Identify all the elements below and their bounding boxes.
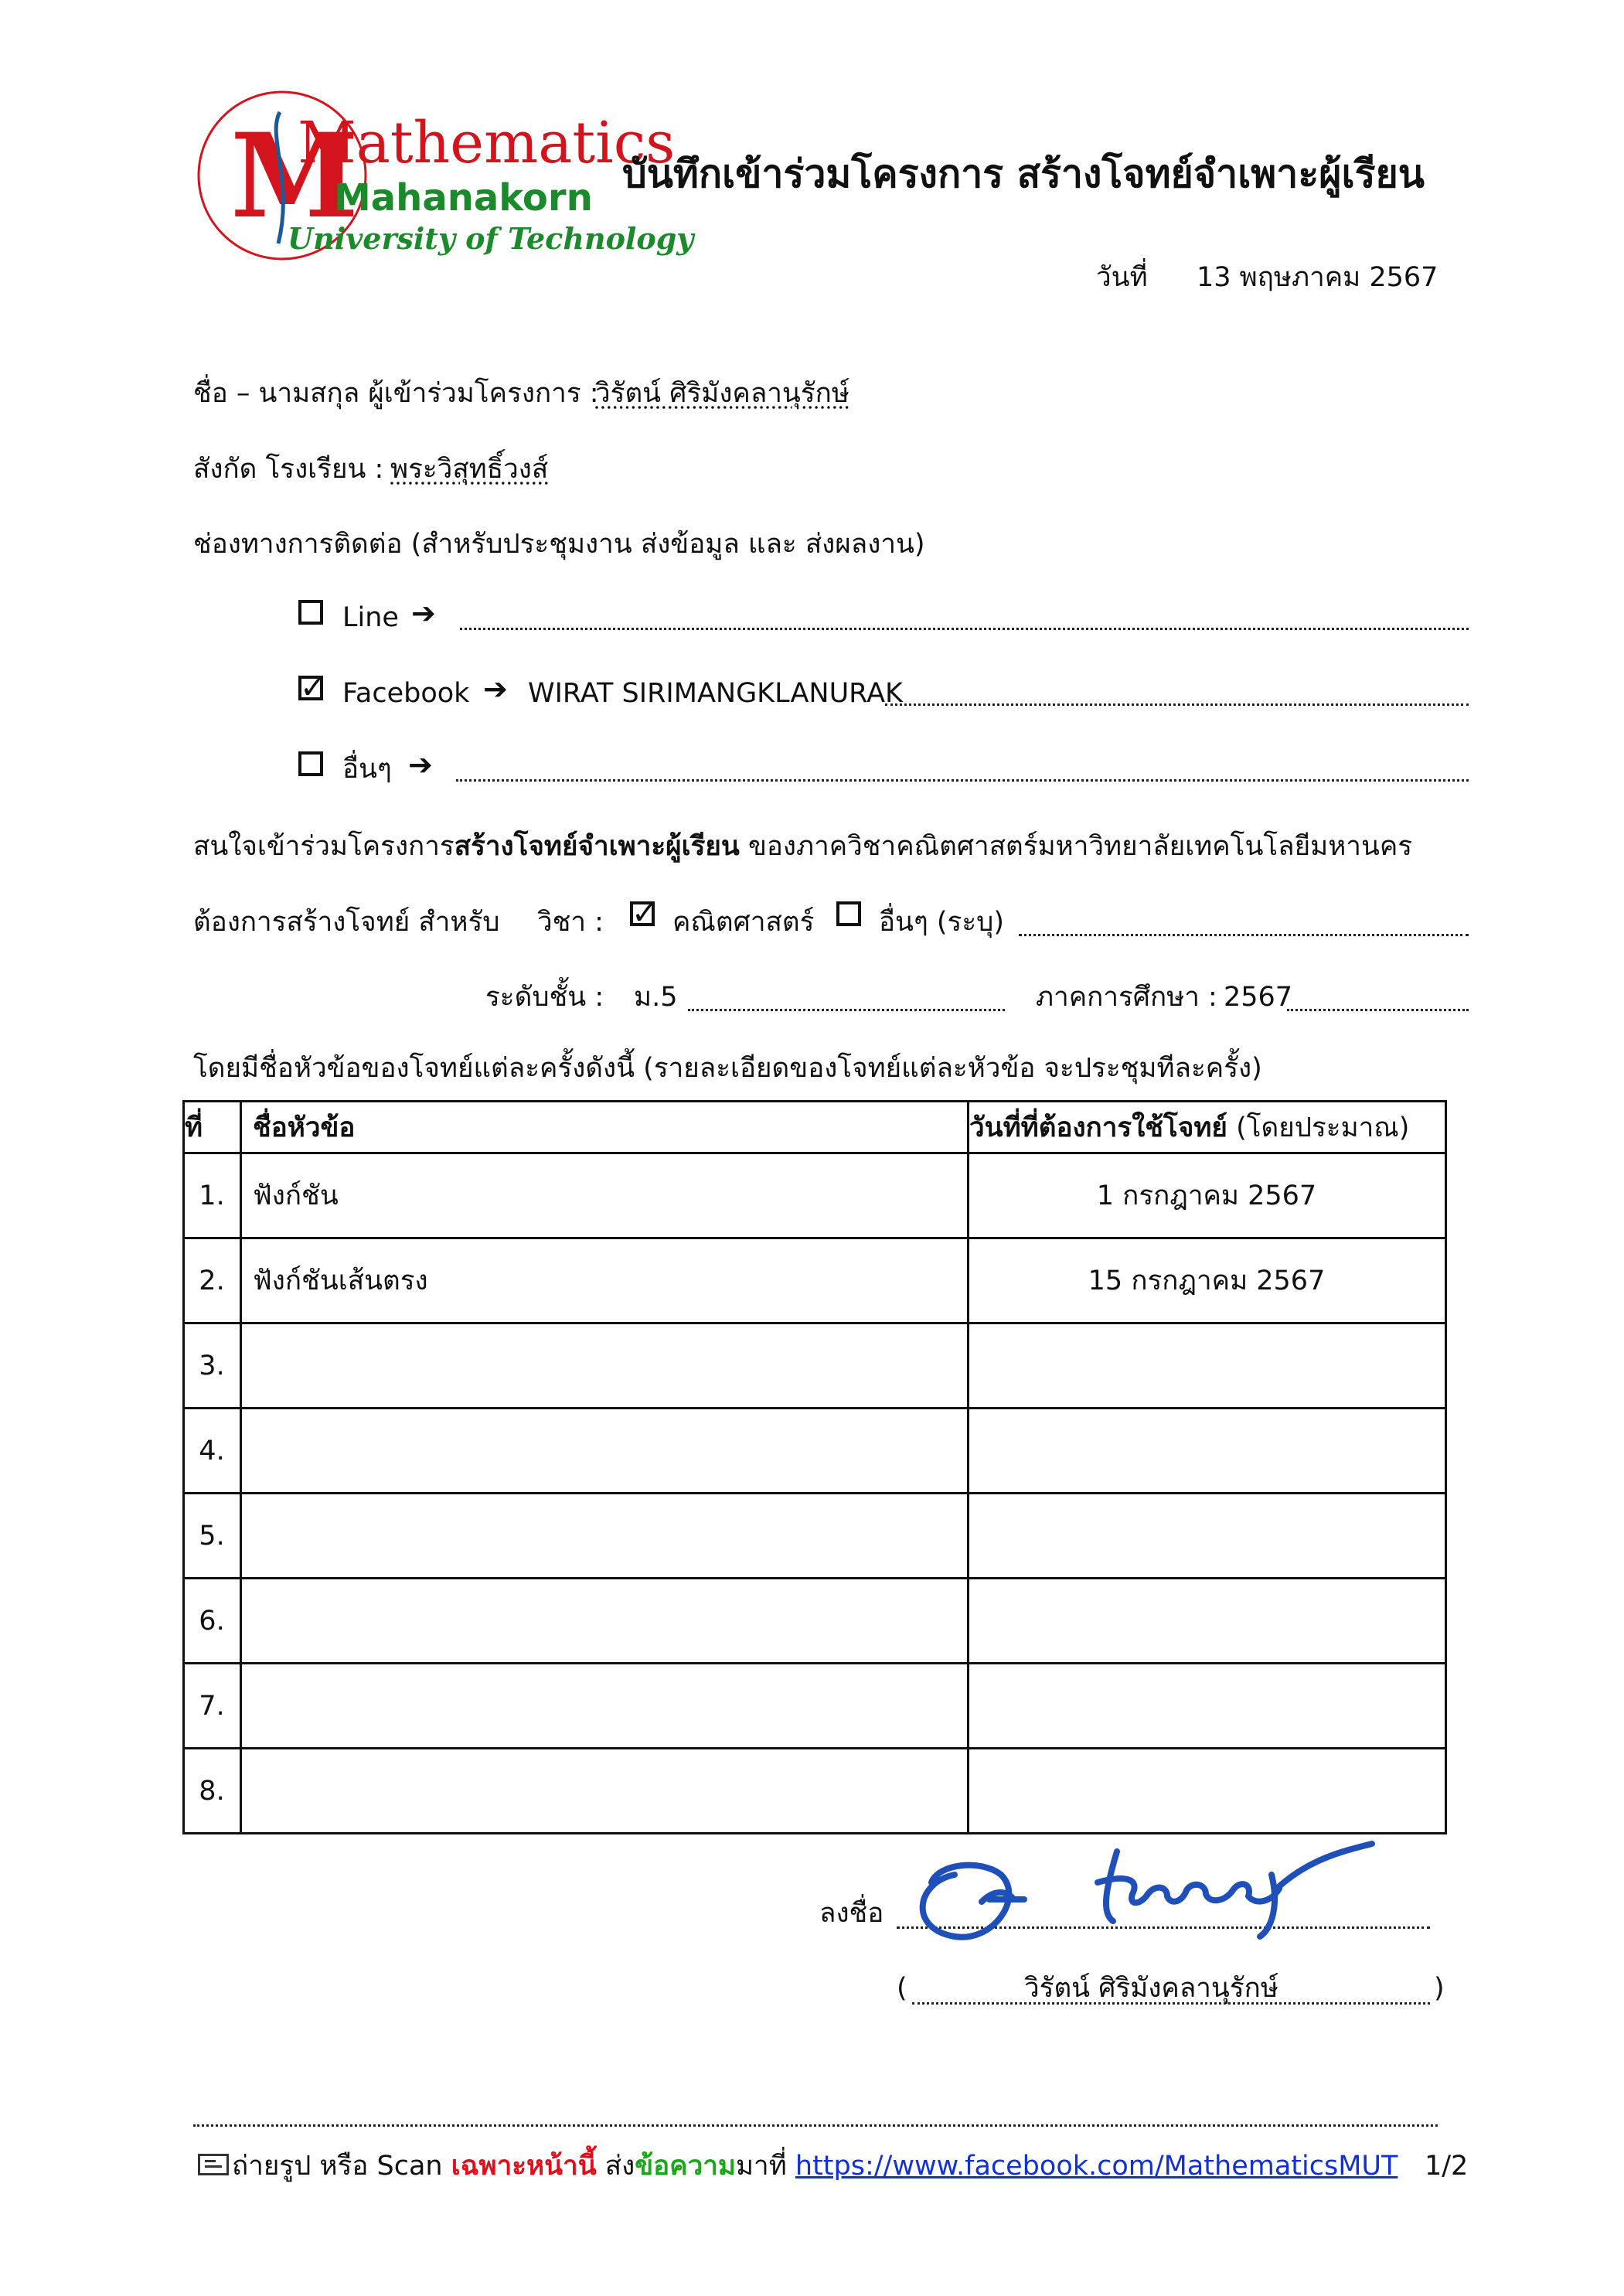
footer-text-3: มาที่ — [735, 2151, 795, 2182]
printed-name: วิรัตน์ ศิริมังคลานุรักษ์ — [1024, 1973, 1278, 2004]
topics-table — [182, 1100, 1447, 1834]
page-title: บันทึกเข้าร่วมโครงการ สร้างโจทย์จำเพาะผู้เรียน — [622, 152, 1425, 196]
row-topic[interactable] — [241, 1749, 969, 1834]
row-topic[interactable] — [241, 1323, 969, 1409]
sign-label: ลงชื่อ — [819, 1898, 884, 1929]
table-row — [184, 1409, 1446, 1494]
table-row — [184, 1579, 1446, 1664]
page-number: 1/2 — [1425, 2151, 1469, 2182]
svg-text:M: M — [230, 108, 359, 244]
signature-image — [908, 1828, 1387, 1944]
sign-close-paren: ) — [1434, 1973, 1445, 2004]
subject-other-label: อื่นๆ (ระบุ) — [879, 907, 1004, 938]
subject-math-label: คณิตศาสตร์ — [672, 907, 815, 938]
footer-message-word: ข้อความ — [635, 2151, 736, 2182]
logo-word-mathematics: Mathematics — [298, 110, 676, 176]
footer-instruction — [232, 2153, 1398, 2180]
term-field[interactable] — [1287, 1009, 1469, 1011]
checkmark-icon: ✓ — [632, 896, 658, 932]
level-field[interactable] — [688, 1009, 1005, 1011]
header-num: ที่ — [184, 1102, 241, 1153]
arrow-right-icon: ➔ — [411, 596, 436, 630]
facebook-field[interactable] — [885, 703, 1469, 706]
header-date-label: วันที่ที่ต้องการใช้โจทย์ — [969, 1112, 1227, 1143]
facebook-value: WIRAT SIRIMANGKLANURAK — [528, 678, 903, 709]
row-date[interactable] — [969, 1323, 1446, 1409]
row-topic[interactable] — [241, 1579, 969, 1664]
footer-divider — [193, 2124, 1438, 2127]
contact-facebook-label: Facebook — [342, 678, 470, 709]
row-num: 5. — [184, 1494, 241, 1579]
school-value: พระวิสุทธิ์วงส์ — [390, 454, 549, 485]
row-num: 6. — [184, 1579, 241, 1664]
checkbox-subject-other[interactable] — [836, 901, 861, 926]
logo-word-university: University of Technology — [288, 221, 694, 256]
checkmark-icon: ✓ — [300, 670, 326, 706]
contact-label: ช่องทางการติดต่อ (สำหรับประชุมงาน ส่งข้อมูล และ ส่งผลงาน) — [193, 529, 925, 560]
level-label: ระดับชั้น : — [485, 982, 604, 1013]
row-num: 2. — [184, 1238, 241, 1323]
footer-text-2: ส่ง — [596, 2151, 635, 2182]
topics-intro: โดยมีชื่อหัวข้อของโจทย์แต่ละครั้งดังนี้ (รายละเอียดของโจทย์แต่ละหัวข้อ จะประชุมทีละครั้ง) — [193, 1053, 1262, 1084]
subject-other-field[interactable] — [1019, 934, 1469, 936]
row-topic[interactable] — [241, 1494, 969, 1579]
interest-suffix: ของภาควิชาคณิตศาสตร์มหาวิทยาลัยเทคโนโลยีมหานคร — [739, 831, 1413, 862]
subject-label: วิชา : — [537, 907, 604, 938]
logo-word-mahanakorn: Mahanakorn — [334, 176, 593, 220]
table-row — [184, 1323, 1446, 1409]
row-num: 7. — [184, 1664, 241, 1749]
footer-emphasis: เฉพาะหน้านี้ — [451, 2151, 597, 2182]
name-label: ชื่อ – นามสกุล ผู้เข้าร่วมโครงการ : — [193, 378, 599, 409]
header-date-note: (โดยประมาณ) — [1227, 1112, 1410, 1143]
term-label: ภาคการศึกษา : — [1036, 982, 1217, 1013]
facebook-link[interactable]: https://www.facebook.com/MathematicsMUT — [795, 2151, 1398, 2182]
row-date[interactable] — [969, 1664, 1446, 1749]
row-num: 8. — [184, 1749, 241, 1834]
row-date[interactable]: 1 กรกฎาคม 2567 — [969, 1153, 1446, 1238]
interest-statement — [193, 833, 1412, 860]
sign-open-paren: ( — [897, 1973, 907, 2004]
row-topic[interactable]: ฟังก์ชันเส้นตรง — [241, 1238, 969, 1323]
school-label: สังกัด โรงเรียน : — [193, 454, 384, 485]
row-num: 1. — [184, 1153, 241, 1238]
date-value: 13 พฤษภาคม 2567 — [1197, 262, 1438, 293]
name-value: วิรัตน์ ศิริมังคลานุรักษ์ — [595, 378, 849, 409]
contact-other-label: อื่นๆ — [342, 754, 392, 785]
arrow-right-icon: ➔ — [483, 672, 508, 706]
row-num: 4. — [184, 1409, 241, 1494]
row-topic[interactable]: ฟังก์ชัน — [241, 1153, 969, 1238]
contact-line-label: Line — [342, 602, 399, 633]
message-icon — [198, 2154, 229, 2175]
other-contact-field[interactable] — [456, 779, 1469, 782]
table-header-row — [184, 1102, 1446, 1153]
table-row — [184, 1153, 1446, 1238]
row-date[interactable]: 15 กรกฎาคม 2567 — [969, 1238, 1446, 1323]
table-row — [184, 1238, 1446, 1323]
table-row — [184, 1749, 1446, 1834]
level-value: ม.5 — [634, 982, 678, 1013]
table-row — [184, 1494, 1446, 1579]
date-label: วันที่ — [1096, 262, 1148, 293]
header-topic: ชื่อหัวข้อ — [241, 1102, 969, 1153]
row-num: 3. — [184, 1323, 241, 1409]
row-date[interactable] — [969, 1579, 1446, 1664]
row-date[interactable] — [969, 1494, 1446, 1579]
row-topic[interactable] — [241, 1664, 969, 1749]
row-date[interactable] — [969, 1409, 1446, 1494]
checkbox-other[interactable] — [298, 751, 323, 776]
term-value: 2567 — [1224, 982, 1293, 1013]
row-date[interactable] — [969, 1749, 1446, 1834]
interest-project: สร้างโจทย์จำเพาะผู้เรียน — [454, 831, 740, 862]
checkbox-line[interactable] — [298, 600, 323, 625]
purpose-label: ต้องการสร้างโจทย์ สำหรับ — [193, 907, 500, 938]
table-row — [184, 1664, 1446, 1749]
interest-prefix: สนใจเข้าร่วมโครงการ — [193, 831, 455, 862]
header-date — [969, 1102, 1446, 1153]
arrow-right-icon: ➔ — [408, 748, 433, 782]
line-id-field[interactable] — [460, 628, 1469, 630]
row-topic[interactable] — [241, 1409, 969, 1494]
footer-text-1: ถ่ายรูป หรือ Scan — [232, 2151, 451, 2182]
